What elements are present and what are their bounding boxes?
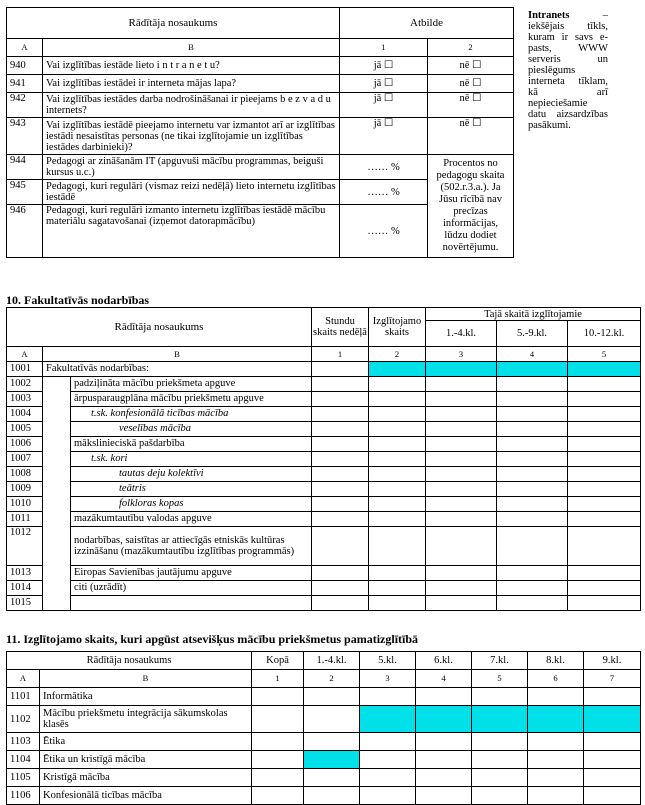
col-b-label: B [40,670,252,688]
grades-5-9-cell[interactable] [497,566,568,581]
row-number: 1104 [7,751,40,769]
hours-cell[interactable] [312,581,369,596]
hours-cell[interactable] [312,497,369,512]
row-number: 1012 [7,527,43,566]
header-grade-5: 5.kl. [360,652,416,670]
row-number: 1013 [7,566,43,581]
table-row [7,407,641,422]
col-3-label: 3 [360,670,416,688]
grades-10-12-cell[interactable] [568,407,641,422]
answer-no-checkbox[interactable]: nē ☐ [428,93,514,118]
col-4-label: 4 [497,347,568,362]
header-grade-8: 8.kl. [528,652,584,670]
grades-5-9-cell[interactable] [497,422,568,437]
row-number: 943 [7,118,43,155]
table-row [7,751,641,769]
indent-spacer [43,377,71,611]
row-number: 940 [7,57,43,75]
grade-7-cell[interactable] [472,688,528,706]
percent-note: Procentos no pedagogu skaita (502.r.3.a.). Ja Jūsu rīcībā nav precīzas informācijas, lūdzu dodiet novērtējumu. [428,155,514,258]
answer-no-checkbox[interactable]: nē ☐ [428,118,514,155]
col-6-label: 6 [528,670,584,688]
table-row [7,377,641,392]
header-grades-1-4: 1.-4.kl. [304,652,360,670]
answer-yes-checkbox[interactable]: jā ☐ [340,57,428,75]
table-row [7,581,641,596]
header-including-students: Tajā skaitā izglītojamie [426,308,641,321]
grades-10-12-cell[interactable] [568,512,641,527]
grade-9-cell[interactable] [584,688,641,706]
row-text: Ētika [40,733,252,751]
col-1-label: 1 [340,39,428,57]
row-number: 945 [7,180,43,205]
grades-10-12-cell[interactable] [568,527,641,566]
row-text: Pedagogi ar zināšanām IT (apguvuši mācību programmas, beiguši kursus u.c.) [43,155,340,180]
grades-10-12-cell[interactable] [568,581,641,596]
grade-5-cell[interactable] [360,688,416,706]
row-number: 1001 [7,362,43,377]
col-b-label: B [43,347,312,362]
grades-1-4-cell[interactable] [304,787,360,805]
grades-5-9-cell[interactable] [497,581,568,596]
optional-classes-table [6,307,641,611]
col-a-label: A [7,670,40,688]
header-grades-1-4: 1.-4.kl. [426,321,497,347]
total-cell[interactable] [252,787,304,805]
row-text[interactable] [71,596,312,611]
grade-9-cell[interactable] [584,769,641,787]
row-number: 1015 [7,596,43,611]
grades-5-9-cell[interactable] [497,452,568,467]
col-1-label: 1 [312,347,369,362]
grades-5-9-cell[interactable] [497,596,568,611]
row-number: 1014 [7,581,43,596]
table-row [7,733,641,751]
row-text: ārpusparaugplāna mācību priekšmetu apguve [71,392,312,407]
col-2-label: 2 [428,39,514,57]
grade-8-cell[interactable] [528,787,584,805]
header-hours-per-week: Stundu skaits nedēļā [312,308,369,347]
grades-5-9-cell[interactable] [497,482,568,497]
table-row [7,392,641,407]
row-number: 1009 [7,482,43,497]
answer-no-checkbox[interactable]: nē ☐ [428,57,514,75]
grade-5-cell[interactable] [360,787,416,805]
intranet-definition [528,10,608,131]
grade-7-cell[interactable] [472,733,528,751]
grades-1-4-cell[interactable] [426,497,497,512]
grades-1-4-cell[interactable] [304,706,360,733]
students-cell[interactable] [369,512,426,527]
hours-cell[interactable] [312,377,369,392]
section-10-title: 10. Fakultatīvās nodarbības [6,293,150,307]
intranet-definition-text: – iekšējais tīkls, kuram ir savs e-pasts, WWW serveris un pieslēgums interneta tīklam, kā arī nepieciešamie datu aizsardzības pasākumi. [528,10,608,131]
total-cell[interactable] [252,769,304,787]
col-a-label: A [7,39,43,57]
col-7-label: 7 [584,670,641,688]
grades-1-4-cell[interactable] [426,566,497,581]
total-cell[interactable] [252,706,304,733]
grades-1-4-cell[interactable] [304,769,360,787]
row-text: veselības mācība [71,422,312,437]
students-cell [369,362,426,377]
row-number: 1101 [7,688,40,706]
col-a-label: A [7,347,43,362]
subject-students-table [6,651,641,805]
row-text: padziļināta mācību priekšmeta apguve [71,377,312,392]
row-text: Kristīgā mācība [40,769,252,787]
row-number: 1007 [7,452,43,467]
row-number: 1003 [7,392,43,407]
hours-cell[interactable] [312,512,369,527]
grades-5-9-cell [497,362,568,377]
grades-1-4-cell[interactable] [426,467,497,482]
grades-10-12-cell[interactable] [568,452,641,467]
table-row [7,452,641,467]
grade-5-cell[interactable] [360,751,416,769]
grades-10-12-cell[interactable] [568,377,641,392]
it-usage-table [6,7,514,258]
grades-5-9-cell[interactable] [497,392,568,407]
answer-yes-checkbox[interactable]: jā ☐ [340,118,428,155]
hours-cell[interactable] [312,392,369,407]
grade-5-cell [360,706,416,733]
hours-cell[interactable] [312,596,369,611]
students-cell[interactable] [369,527,426,566]
grade-9-cell[interactable] [584,787,641,805]
row-number: 944 [7,155,43,180]
grade-9-cell [584,706,641,733]
row-number: 1011 [7,512,43,527]
grades-1-4-cell[interactable] [426,422,497,437]
grades-10-12-cell[interactable] [568,596,641,611]
table-row [7,688,641,706]
grade-6-cell [416,706,472,733]
row-number: 1005 [7,422,43,437]
row-text: mazākumtautību valodas apguve [71,512,312,527]
row-text: Konfesionālā ticības mācība [40,787,252,805]
row-number: 1010 [7,497,43,512]
students-cell[interactable] [369,422,426,437]
grade-5-cell[interactable] [360,769,416,787]
grades-1-4-cell [304,751,360,769]
table-row [7,566,641,581]
total-cell[interactable] [252,733,304,751]
grades-5-9-cell[interactable] [497,377,568,392]
hours-cell[interactable] [312,407,369,422]
header-indicator-name: Rādītāja nosaukums [7,8,340,39]
grades-10-12-cell[interactable] [568,392,641,407]
total-cell[interactable] [252,688,304,706]
grades-1-4-cell[interactable] [426,596,497,611]
table-row [7,787,641,805]
header-grades-5-9: 5.-9.kl. [497,321,568,347]
row-text: Ētika un kristīgā mācība [40,751,252,769]
grade-7-cell[interactable] [472,751,528,769]
table-row [7,467,641,482]
students-cell[interactable] [369,581,426,596]
row-number: 1004 [7,407,43,422]
row-number: 1002 [7,377,43,392]
row-number: 1008 [7,467,43,482]
table-row [7,362,641,377]
grade-8-cell [528,706,584,733]
header-grades-10-12: 10.-12.kl. [568,321,641,347]
row-number: 1103 [7,733,40,751]
table-row [7,706,641,733]
grades-5-9-cell[interactable] [497,437,568,452]
col-2-label: 2 [369,347,426,362]
grade-7-cell [472,706,528,733]
header-answer: Atbilde [340,8,514,39]
hours-cell[interactable] [312,527,369,566]
grades-5-9-cell[interactable] [497,467,568,482]
col-1-label: 1 [252,670,304,688]
grade-6-cell[interactable] [416,751,472,769]
header-grade-7: 7.kl. [472,652,528,670]
students-cell[interactable] [369,407,426,422]
row-number: 942 [7,93,43,118]
table-row [7,769,641,787]
total-cell[interactable] [252,751,304,769]
students-cell[interactable] [369,497,426,512]
students-cell[interactable] [369,392,426,407]
grades-10-12-cell[interactable] [568,437,641,452]
grade-7-cell[interactable] [472,769,528,787]
section-11-title: 11. Izglītojamo skaits, kuri apgūst atsevišķus mācību priekšmetus pamatizglītībā [6,632,419,646]
table-row [7,75,514,93]
grades-1-4-cell[interactable] [426,377,497,392]
grade-8-cell[interactable] [528,769,584,787]
col-b-label: B [43,39,340,57]
table-row [7,422,641,437]
percent-input[interactable]: …… % [340,205,428,258]
students-cell[interactable] [369,377,426,392]
grades-10-12-cell [568,362,641,377]
grades-10-12-cell[interactable] [568,566,641,581]
header-grade-9: 9.kl. [584,652,641,670]
students-cell[interactable] [369,482,426,497]
col-5-label: 5 [472,670,528,688]
row-text: Mācību priekšmetu integrācija sākumskolas klasēs [40,706,252,733]
table-row [7,527,641,566]
percent-input[interactable]: …… % [340,155,428,180]
grade-6-cell[interactable] [416,733,472,751]
grades-1-4-cell[interactable] [426,452,497,467]
row-text: t.sk. konfesionālā ticības mācība [71,407,312,422]
hours-cell[interactable] [312,482,369,497]
header-indicator-name: Rādītāja nosaukums [7,308,312,347]
header-students-count: Izglītojamo skaits [369,308,426,347]
row-text: Vai izglītības iestāde lieto i n t r a n e t u? [43,57,340,75]
col-4-label: 4 [416,670,472,688]
grades-1-4-cell[interactable] [426,482,497,497]
header-total: Kopā [252,652,304,670]
row-text: nodarbības, saistītas ar attiecīgās etniskās kultūras izzināšanu (mazākumtautību izglītības programmās) [71,527,312,566]
row-text: Pedagogi, kuri regulāri (vismaz reizi nedēļā) lieto internetu izglītības iestādē [43,180,340,205]
table-row [7,57,514,75]
students-cell[interactable] [369,467,426,482]
row-text: Fakultatīvās nodarbības: [43,362,312,377]
grades-10-12-cell[interactable] [568,497,641,512]
grades-1-4-cell[interactable] [426,392,497,407]
grade-7-cell[interactable] [472,787,528,805]
grade-6-cell[interactable] [416,688,472,706]
grades-1-4-cell[interactable] [304,733,360,751]
intranet-term: Intranets [528,10,570,21]
grade-8-cell[interactable] [528,688,584,706]
row-text: Vai izglītības iestādes darba nodrošināšanai ir pieejams b e z v a d u internets? [43,93,340,118]
col-5-label: 5 [568,347,641,362]
grades-1-4-cell[interactable] [426,437,497,452]
row-number: 1006 [7,437,43,452]
col-2-label: 2 [304,670,360,688]
row-text: t.sk. kori [71,452,312,467]
col-3-label: 3 [426,347,497,362]
grades-1-4-cell[interactable] [426,581,497,596]
grades-10-12-cell[interactable] [568,467,641,482]
grades-5-9-cell[interactable] [497,527,568,566]
row-number: 1105 [7,769,40,787]
grades-1-4-cell[interactable] [304,688,360,706]
grades-1-4-cell[interactable] [426,527,497,566]
percent-input[interactable]: …… % [340,180,428,205]
header-indicator-name: Rādītāja nosaukums [7,652,252,670]
grades-10-12-cell[interactable] [568,422,641,437]
row-text: Pedagogi, kuri regulāri izmanto internetu izglītības iestādē mācību materiālu sagatavošanai (izņemot datorapmācību) [43,205,340,258]
hours-cell[interactable] [312,437,369,452]
students-cell[interactable] [369,596,426,611]
grade-5-cell[interactable] [360,733,416,751]
grade-9-cell[interactable] [584,733,641,751]
grades-5-9-cell[interactable] [497,407,568,422]
grades-1-4-cell[interactable] [426,512,497,527]
answer-yes-checkbox[interactable]: jā ☐ [340,75,428,93]
grade-6-cell[interactable] [416,787,472,805]
row-number: 946 [7,205,43,258]
hours-cell[interactable] [312,566,369,581]
row-text: Vai izglītības iestādē pieejamo internetu var izmantot arī ar izglītības iestādi nesaistītas personas (ne tikai izglītojamie un izglītības iestādes darbinieki)? [43,118,340,155]
table-row [7,497,641,512]
row-text: mākslinieciskā pašdarbība [71,437,312,452]
table-row [7,93,514,118]
row-number: 1102 [7,706,40,733]
table-row [7,482,641,497]
row-text: tautas deju kolektīvi [71,467,312,482]
table-row [7,437,641,452]
row-text: teātris [71,482,312,497]
grades-1-4-cell [426,362,497,377]
answer-yes-checkbox[interactable]: jā ☐ [340,93,428,118]
row-text: citi (uzrādīt) [71,581,312,596]
row-text: Vai izglītības iestādei ir interneta mājas lapa? [43,75,340,93]
grade-8-cell[interactable] [528,751,584,769]
grades-5-9-cell[interactable] [497,497,568,512]
header-grade-6: 6.kl. [416,652,472,670]
grade-6-cell[interactable] [416,769,472,787]
students-cell[interactable] [369,452,426,467]
row-text: Eiropas Savienības jautājumu apguve [71,566,312,581]
table-row [7,118,514,155]
hours-cell[interactable] [312,467,369,482]
row-text: folkloras kopas [71,497,312,512]
row-text: Informātika [40,688,252,706]
row-number: 1106 [7,787,40,805]
hours-cell[interactable] [312,362,369,377]
table-row [7,512,641,527]
table-row [7,155,514,180]
grades-5-9-cell[interactable] [497,512,568,527]
students-cell[interactable] [369,437,426,452]
students-cell[interactable] [369,566,426,581]
table-row [7,596,641,611]
hours-cell[interactable] [312,422,369,437]
hours-cell[interactable] [312,452,369,467]
row-number: 941 [7,75,43,93]
grades-1-4-cell[interactable] [426,407,497,422]
grade-8-cell[interactable] [528,733,584,751]
grade-9-cell[interactable] [584,751,641,769]
answer-no-checkbox[interactable]: nē ☐ [428,75,514,93]
grades-10-12-cell[interactable] [568,482,641,497]
